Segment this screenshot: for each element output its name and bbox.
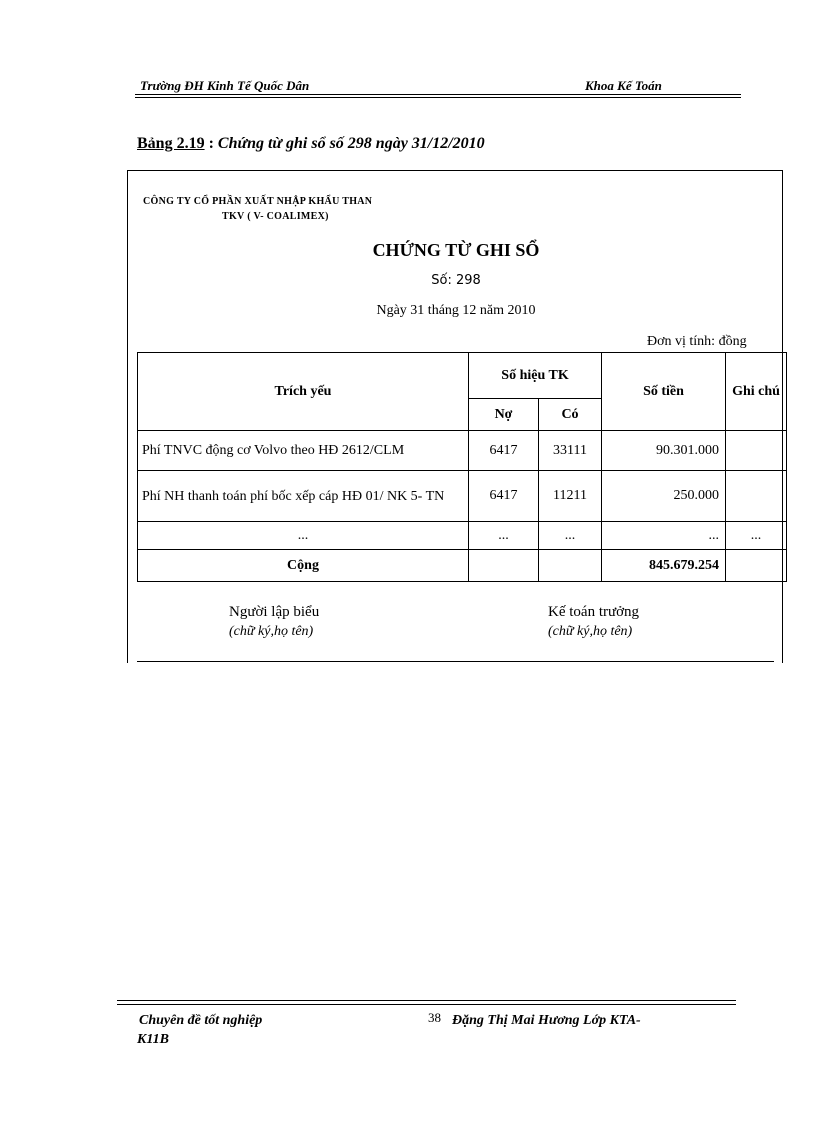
total-debit-empty [469,550,539,582]
header-credit: Có [539,399,602,431]
header-faculty: Khoa Kế Toán [585,78,662,93]
total-note-empty [726,550,787,582]
company-name-line2: TKV ( V- COALIMEX) [222,211,329,222]
company-name-line1: CÔNG TY CỔ PHẦN XUẤT NHẬP KHẨU THAN [143,196,373,207]
table-total-row [138,550,787,582]
header-rule-double [135,97,741,98]
voucher-title: CHỨNG TỪ GHI SỔ [372,240,540,260]
row-amount: 90.301.000 [602,431,726,471]
table-row [138,471,787,522]
page-number: 38 [428,1010,441,1025]
row-note [726,431,787,471]
header-rule [135,94,741,95]
voucher-number: Số: 298 [431,273,481,288]
caption-text: Chứng từ ghi sổ số 298 ngày 31/12/2010 [217,135,485,152]
table-header-row [138,353,787,399]
voucher-date: Ngày 31 tháng 12 năm 2010 [376,303,536,318]
row-amount: ... [602,522,726,550]
header-account-number: Số hiệu TK [469,353,602,399]
row-note [726,471,787,522]
table-row [138,431,787,471]
row-credit: ... [539,522,602,550]
row-description: Phí TNVC động cơ Volvo theo HĐ 2612/CLM [138,431,469,471]
total-label: Cộng [138,550,469,582]
preparer-title: Người lập biểu [229,604,320,620]
footer-author: Đặng Thị Mai Hương Lớp KTA- [452,1013,641,1028]
preparer-sign-hint: (chữ ký,họ tên) [229,624,314,639]
footer-class: K11B [137,1032,169,1047]
frame-bottom-border [137,661,774,662]
row-credit: 11211 [539,471,602,522]
row-description: ... [138,522,469,550]
total-amount: 845.679.254 [602,550,726,582]
total-credit-empty [539,550,602,582]
frame-top-border [127,170,783,171]
row-credit: 33111 [539,431,602,471]
header-school: Trường ĐH Kinh Tế Quốc Dân [140,78,310,93]
row-note: ... [726,522,787,550]
table-caption [137,135,485,153]
footer-thesis-label: Chuyên đề tốt nghiệp [139,1013,263,1028]
footer-rule-double [117,1004,736,1005]
row-debit: 6417 [469,471,539,522]
footer-rule [117,1000,736,1001]
chief-accountant-title: Kế toán trưởng [548,604,640,620]
row-debit: ... [469,522,539,550]
caption-label: Bảng 2.19 [137,135,205,152]
currency-unit: Đơn vị tính: đồng [647,334,747,349]
caption-separator: : [204,135,218,152]
row-amount: 250.000 [602,471,726,522]
ledger-table [137,352,787,582]
header-description: Trích yếu [138,353,469,431]
chief-accountant-sign-hint: (chữ ký,họ tên) [548,624,633,639]
header-debit: Nợ [469,399,539,431]
row-description: Phí NH thanh toán phí bốc xếp cáp HĐ 01/ NK 5- TN [138,471,469,522]
table-row [138,522,787,550]
header-amount: Số tiền [602,353,726,431]
header-note: Ghi chú [726,353,787,431]
row-debit: 6417 [469,431,539,471]
